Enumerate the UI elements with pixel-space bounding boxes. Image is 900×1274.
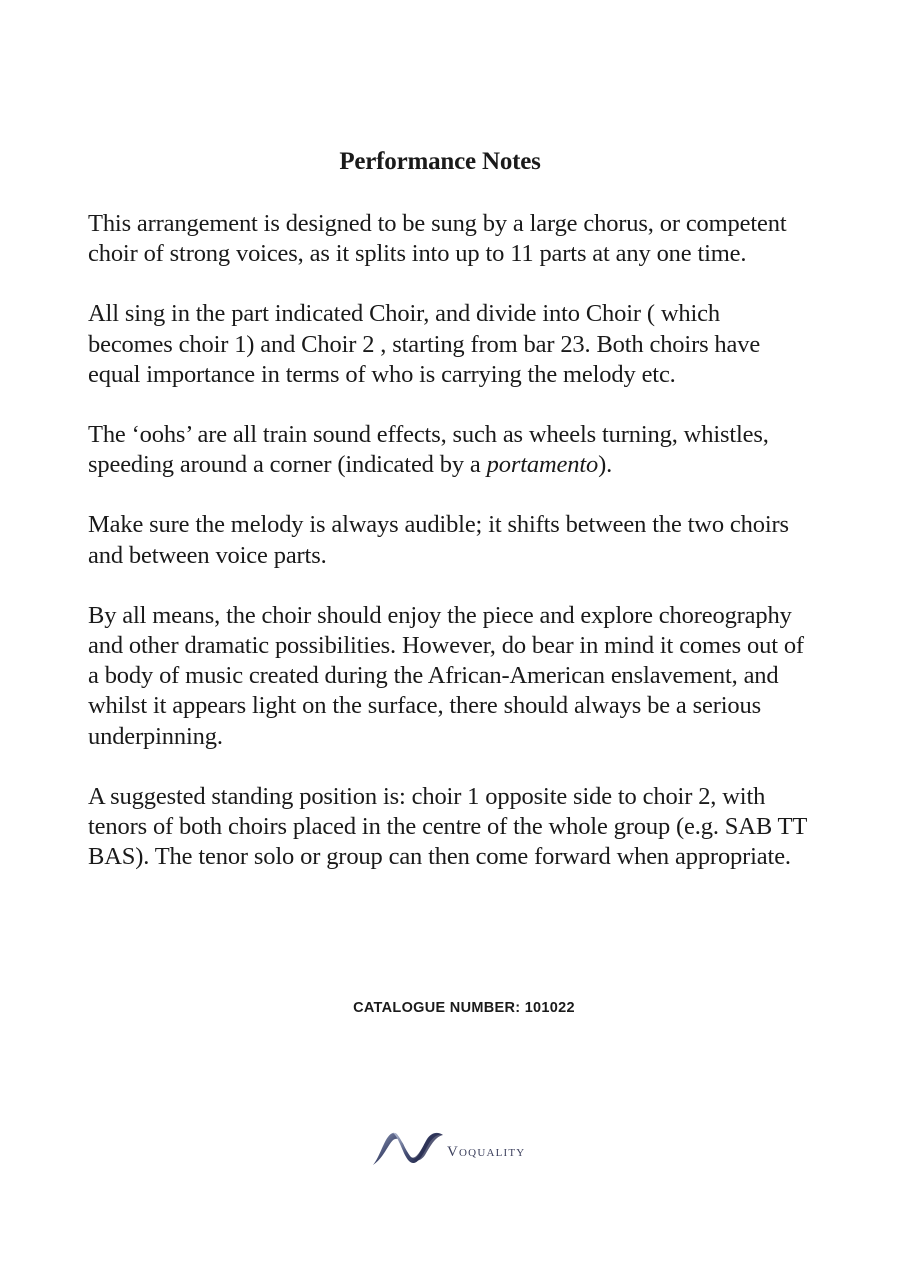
paragraph-choir-division: All sing in the part indicated Choir, and divide into Choir ( which becomes choir 1) and Choir 2 , starting from bar 23. Both choirs have equal importance in terms of who is carrying the melody etc. xyxy=(88,300,761,388)
voquality-wordmark: Voquality xyxy=(447,1143,526,1160)
paragraph-train-effects-end: ). xyxy=(598,451,613,479)
paragraph-train-effects xyxy=(88,420,808,480)
paragraph-chorus-size: This arrangement is designed to be sung by a large chorus, or competent choir of strong voices, as it splits into up to 11 parts at any one time. xyxy=(88,210,787,268)
portamento-term: portamento xyxy=(486,451,599,479)
voquality-logo xyxy=(371,1124,541,1172)
catalogue-number: CATALOGUE NUMBER: 101022 xyxy=(353,1000,575,1016)
paragraph-standing-position: A suggested standing position is: choir 1 opposite side to choir 2, with tenors of both choirs placed in the centre of the whole group (e.g. SAB TT BAS). The tenor solo or group can then come forward when appropriate. xyxy=(88,782,807,871)
paragraph-train-effects-text: The ‘oohs’ are all train sound effects, such as wheels turning, whistles, speeding around a corner (indicated by a xyxy=(88,421,769,479)
performance-notes-body xyxy=(88,209,808,902)
page-title: Performance Notes xyxy=(339,148,541,175)
paragraph-choreography: By all means, the choir should enjoy the piece and explore choreography and other dramatic possibilities. However, do bear in mind it comes out of a body of music created during the African-American enslavement, and whilst it appears light on the surface, there should always be a serious underpinning. xyxy=(88,601,804,750)
voquality-wave-logo-icon xyxy=(371,1127,445,1169)
paragraph-melody: Make sure the melody is always audible; it shifts between the two choirs and between voice parts. xyxy=(88,511,789,569)
